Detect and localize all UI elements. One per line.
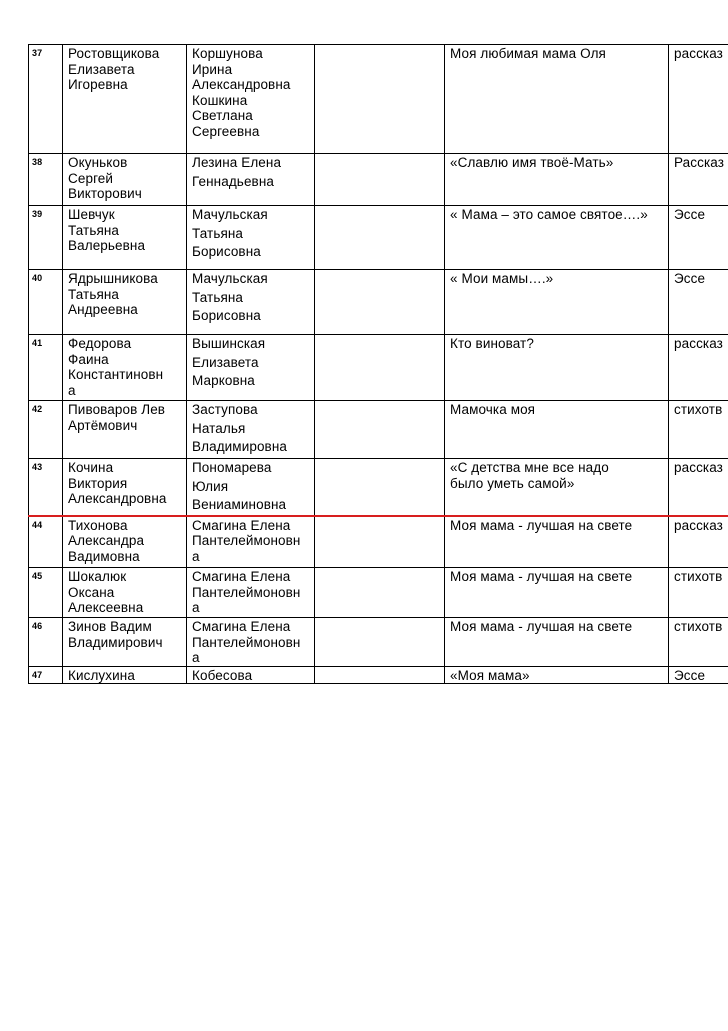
student-name-cell xyxy=(63,45,187,154)
genre-cell: рассказ xyxy=(669,459,728,516)
row-number: 41 xyxy=(29,335,63,401)
teacher-name-cell xyxy=(187,270,315,335)
teacher-name-cell-line: Борисовна xyxy=(192,308,261,323)
table-row xyxy=(29,154,728,206)
student-name-cell-line: Ядрышникова xyxy=(68,271,158,286)
student-name-cell-line: Вадимовна xyxy=(68,548,140,564)
genre-cell: рассказ xyxy=(669,516,728,568)
table-row xyxy=(29,206,728,270)
teacher-name-cell-line: а xyxy=(192,650,200,665)
row-number: 45 xyxy=(29,568,63,618)
student-name-cell-line: Оксана xyxy=(68,584,115,600)
work-title-cell xyxy=(445,618,669,667)
student-name-cell-line: Алексеевна xyxy=(68,600,144,615)
document-table-container xyxy=(28,44,728,684)
row-number: 43 xyxy=(29,459,63,516)
teacher-name-cell-line: Пономарева xyxy=(192,460,272,475)
table-row xyxy=(29,401,728,459)
row-number: 40 xyxy=(29,270,63,335)
work-title-cell xyxy=(445,270,669,335)
contest-entries-table xyxy=(28,44,728,684)
empty-cell xyxy=(315,270,445,335)
teacher-name-cell-line: Татьяна xyxy=(192,289,244,305)
row-number: 39 xyxy=(29,206,63,270)
work-title-cell-line: Моя мама - лучшая на свете xyxy=(450,619,633,634)
teacher-name-cell-line: Смагина Елена xyxy=(192,569,291,584)
work-title-cell-line: «Моя мама» xyxy=(450,667,530,683)
student-name-cell-line: Зинов Вадим xyxy=(68,619,152,634)
work-title-cell xyxy=(445,459,669,516)
work-title-cell-line: Моя мама - лучшая на свете xyxy=(450,517,633,533)
student-name-cell-line: Владимирович xyxy=(68,634,163,650)
student-name-cell-line: Елизавета xyxy=(68,61,135,77)
teacher-name-cell-line: Кобесова xyxy=(192,667,253,683)
work-title-cell-line: « Мама – это самое святое….» xyxy=(450,207,648,222)
table-row xyxy=(29,618,728,667)
teacher-name-cell-line: Геннадьевна xyxy=(192,173,274,189)
student-name-cell xyxy=(63,401,187,459)
genre-cell: Эссе xyxy=(669,270,728,335)
work-title-cell-line: Кто виноват? xyxy=(450,336,534,351)
student-name-cell-line: Федорова xyxy=(68,336,132,351)
empty-cell xyxy=(315,666,445,684)
student-name-cell xyxy=(63,516,187,568)
empty-cell xyxy=(315,618,445,667)
table-row xyxy=(29,270,728,335)
work-title-cell-line: было уметь самой» xyxy=(450,475,575,491)
work-title-cell xyxy=(445,206,669,270)
teacher-name-cell-line: Лезина Елена xyxy=(192,155,282,170)
student-name-cell xyxy=(63,270,187,335)
student-name-cell-line: Татьяна xyxy=(68,222,120,238)
genre-cell: стихотв xyxy=(669,568,728,618)
student-name-cell-line: Виктория xyxy=(68,475,128,491)
student-name-cell-line: а xyxy=(68,382,76,398)
row-number: 46 xyxy=(29,618,63,667)
student-name-cell-line: Шевчук xyxy=(68,207,115,222)
teacher-name-cell xyxy=(187,516,315,568)
student-name-cell-line: Игоревна xyxy=(68,77,128,92)
student-name-cell-line: Тихонова xyxy=(68,517,128,533)
teacher-name-cell-line: Александровна xyxy=(192,77,291,92)
teacher-name-cell-line: Светлана xyxy=(192,108,253,123)
teacher-name-cell-line: Кошкина xyxy=(192,92,248,108)
row-number: 44 xyxy=(29,516,63,568)
student-name-cell xyxy=(63,335,187,401)
empty-cell xyxy=(315,516,445,568)
teacher-name-cell-line: Сергеевна xyxy=(192,123,260,139)
student-name-cell-line: Пивоваров Лев xyxy=(68,402,166,417)
teacher-name-cell-line: Пантелеймоновн xyxy=(192,584,301,600)
empty-cell xyxy=(315,401,445,459)
teacher-name-cell xyxy=(187,459,315,516)
teacher-name-cell xyxy=(187,618,315,667)
table-row xyxy=(29,459,728,516)
genre-cell: рассказ xyxy=(669,335,728,401)
empty-cell xyxy=(315,45,445,154)
teacher-name-cell xyxy=(187,206,315,270)
genre-cell: рассказ xyxy=(669,45,728,154)
teacher-name-cell xyxy=(187,401,315,459)
work-title-cell-line: Моя мама - лучшая на свете xyxy=(450,569,633,584)
teacher-name-cell-line: а xyxy=(192,548,200,564)
student-name-cell-line: Александровна xyxy=(68,491,167,506)
teacher-name-cell-line: Коршунова xyxy=(192,46,263,61)
table-row xyxy=(29,45,728,154)
student-name-cell-line: Александра xyxy=(68,533,145,548)
teacher-name-cell-line: а xyxy=(192,600,200,615)
student-name-cell-line: Ростовщикова xyxy=(68,46,160,61)
empty-cell xyxy=(315,335,445,401)
teacher-name-cell-line: Смагина Елена xyxy=(192,517,291,533)
teacher-name-cell-line: Заступова xyxy=(192,402,258,417)
teacher-name-cell-line: Смагина Елена xyxy=(192,619,291,634)
teacher-name-cell-line: Пантелеймоновн xyxy=(192,634,301,650)
teacher-name-cell-line: Вышинская xyxy=(192,336,266,351)
empty-cell xyxy=(315,206,445,270)
work-title-cell-line: Моя любимая мама Оля xyxy=(450,46,606,61)
student-name-cell-line: Викторович xyxy=(68,186,142,201)
row-number: 38 xyxy=(29,154,63,206)
teacher-name-cell-line: Мачульская xyxy=(192,207,268,222)
student-name-cell-line: Валерьевна xyxy=(68,238,146,253)
teacher-name-cell xyxy=(187,568,315,618)
work-title-cell xyxy=(445,401,669,459)
student-name-cell-line: Константиновн xyxy=(68,367,164,382)
genre-cell: Рассказ xyxy=(669,154,728,206)
student-name-cell xyxy=(63,154,187,206)
teacher-name-cell-line: Марковна xyxy=(192,373,255,388)
teacher-name-cell-line: Владимировна xyxy=(192,439,287,454)
work-title-cell xyxy=(445,666,669,684)
teacher-name-cell xyxy=(187,154,315,206)
table-body xyxy=(29,45,728,684)
work-title-cell xyxy=(445,568,669,618)
student-name-cell xyxy=(63,459,187,516)
work-title-cell-line: « Мои мамы….» xyxy=(450,271,554,286)
teacher-name-cell xyxy=(187,45,315,154)
teacher-name-cell-line: Мачульская xyxy=(192,271,268,286)
table-row xyxy=(29,516,728,568)
genre-cell: стихотв xyxy=(669,618,728,667)
student-name-cell xyxy=(63,206,187,270)
student-name-cell-line: Андреевна xyxy=(68,302,138,317)
work-title-cell-line: «Славлю имя твоё-Мать» xyxy=(450,155,614,170)
genre-cell: Эссе xyxy=(669,666,728,684)
work-title-cell xyxy=(445,154,669,206)
student-name-cell-line: Артёмович xyxy=(68,417,138,433)
student-name-cell-line: Окуньков xyxy=(68,155,128,170)
work-title-cell xyxy=(445,516,669,568)
row-number: 37 xyxy=(29,45,63,154)
student-name-cell-line: Кислухина xyxy=(68,667,135,683)
student-name-cell-line: Сергей xyxy=(68,170,114,186)
work-title-cell-line: Мамочка моя xyxy=(450,402,536,417)
student-name-cell-line: Шокалюк xyxy=(68,569,127,584)
work-title-cell xyxy=(445,45,669,154)
row-number: 42 xyxy=(29,401,63,459)
teacher-name-cell-line: Пантелеймоновн xyxy=(192,533,301,548)
teacher-name-cell xyxy=(187,666,315,684)
teacher-name-cell-line: Наталья xyxy=(192,420,246,436)
table-row xyxy=(29,666,728,684)
teacher-name-cell-line: Татьяна xyxy=(192,225,244,241)
table-row xyxy=(29,568,728,618)
row-number: 47 xyxy=(29,666,63,684)
teacher-name-cell-line: Юлия xyxy=(192,478,229,494)
student-name-cell xyxy=(63,618,187,667)
student-name-cell-line: Кочина xyxy=(68,460,114,475)
genre-cell: стихотв xyxy=(669,401,728,459)
teacher-name-cell-line: Ирина xyxy=(192,61,233,77)
student-name-cell xyxy=(63,568,187,618)
teacher-name-cell-line: Елизавета xyxy=(192,354,259,370)
teacher-name-cell-line: Вениаминовна xyxy=(192,497,287,512)
empty-cell xyxy=(315,568,445,618)
empty-cell xyxy=(315,154,445,206)
genre-cell: Эссе xyxy=(669,206,728,270)
empty-cell xyxy=(315,459,445,516)
student-name-cell-line: Фаина xyxy=(68,351,109,367)
work-title-cell xyxy=(445,335,669,401)
student-name-cell-line: Татьяна xyxy=(68,286,120,302)
teacher-name-cell xyxy=(187,335,315,401)
table-row xyxy=(29,335,728,401)
work-title-cell-line: «С детства мне все надо xyxy=(450,460,609,475)
teacher-name-cell-line: Борисовна xyxy=(192,244,261,259)
student-name-cell xyxy=(63,666,187,684)
